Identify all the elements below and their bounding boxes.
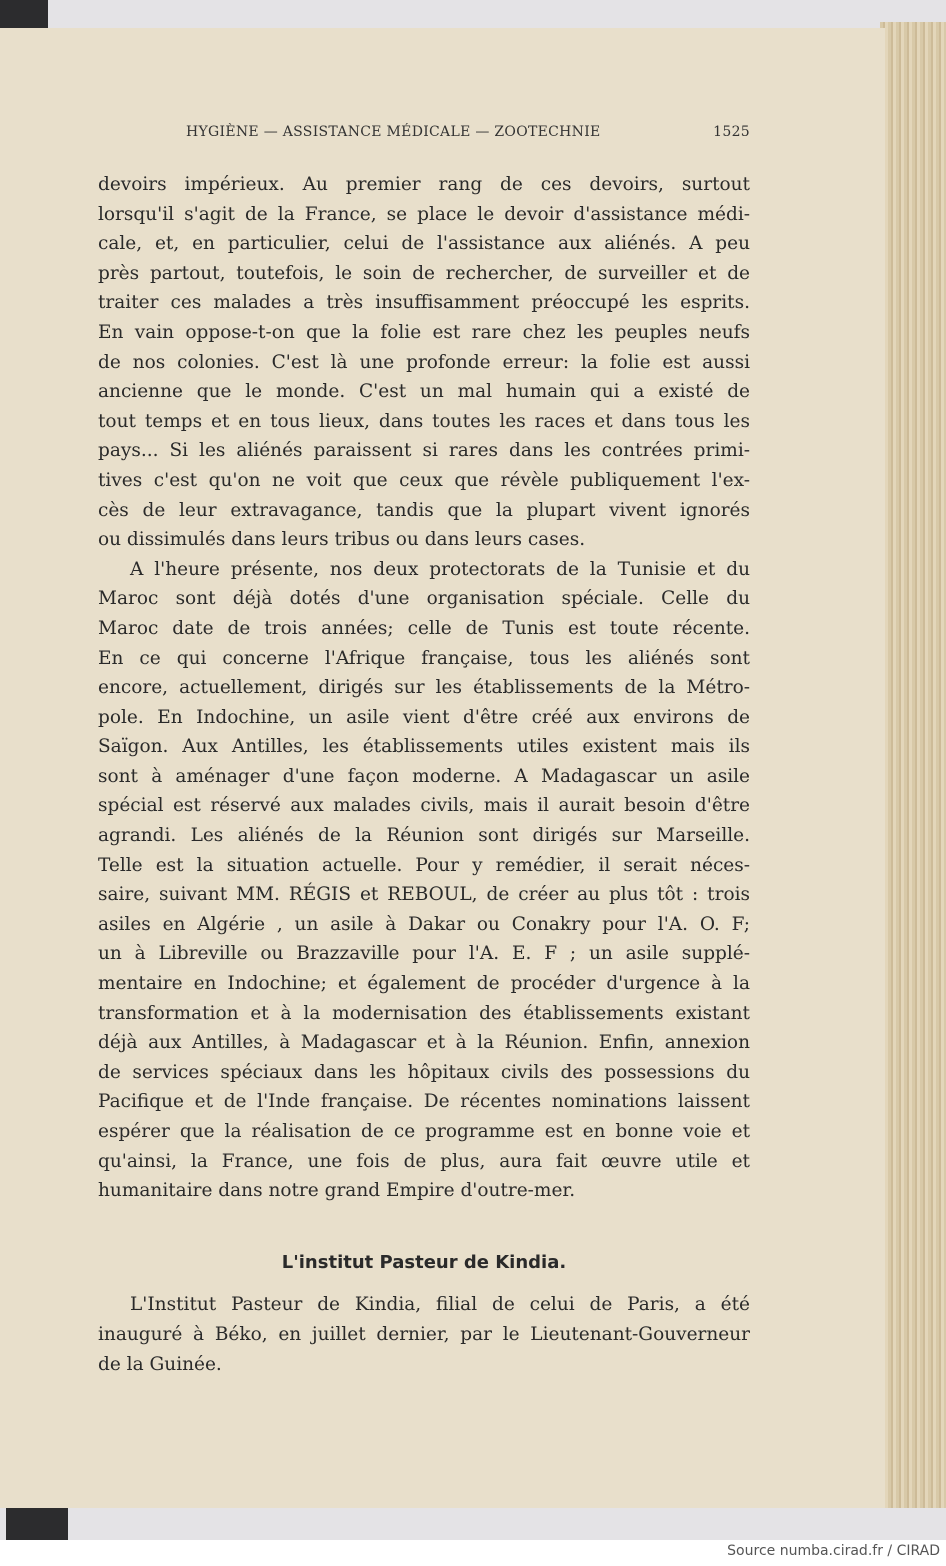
text-line: traiter ces malades a très insuffisamment préoccupé les esprits. bbox=[98, 292, 750, 314]
text-line: spécial est réservé aux malades civils, mais il aurait besoin d'être bbox=[98, 795, 750, 817]
text-line: devoirs impérieux. Au premier rang de ces devoirs, surtout bbox=[98, 174, 750, 195]
text-line: cès de leur extravagance, tandis que la plupart vivent ignorés bbox=[98, 499, 750, 521]
text-line: humanitaire dans notre grand Empire d'outre-mer. bbox=[98, 1180, 576, 1202]
scan-tab-top bbox=[0, 0, 48, 30]
text-line: un à Libreville ou Brazzaville pour l'A. E. F ; un asile supplé- bbox=[98, 943, 750, 965]
text-line: de nos colonies. C'est là une profonde erreur: la folie est aussi bbox=[98, 351, 750, 373]
text-line: En vain oppose-t-on que la folie est rare chez les peuples neufs bbox=[98, 321, 750, 343]
text-line: près partout, toutefois, le soin de rechercher, de surveiller et de bbox=[98, 262, 750, 284]
header-title: HYGIÈNE — ASSISTANCE MÉDICALE — ZOOTECHNIE bbox=[186, 124, 601, 140]
text-line: Maroc sont déjà dotés d'une organisation spéciale. Celle du bbox=[98, 588, 750, 610]
text-line: En ce qui concerne l'Afrique française, tous les aliénés sont bbox=[98, 647, 750, 669]
text-line: Pacifique et de l'Inde française. De récentes nominations laissent bbox=[98, 1091, 750, 1113]
text-line: transformation et à la modernisation des établissements existant bbox=[98, 1002, 750, 1024]
text-line: pole. En Indochine, un asile vient d'être créé aux environs de bbox=[98, 706, 750, 728]
text-line: qu'ainsi, la France, une fois de plus, aura fait œuvre utile et bbox=[98, 1150, 750, 1172]
text-line: Telle est la situation actuelle. Pour y remédier, il serait néces- bbox=[98, 854, 750, 876]
text-line: lorsqu'il s'agit de la France, se place le devoir d'assistance médi- bbox=[98, 203, 750, 225]
page-edges bbox=[880, 22, 946, 1508]
text-line: asiles en Algérie , un asile à Dakar ou Conakry pour l'A. O. F; bbox=[98, 913, 750, 935]
text-line: tives c'est qu'on ne voit que ceux que révèle publiquement l'ex- bbox=[98, 469, 750, 491]
running-header bbox=[186, 124, 750, 140]
page-number: 1525 bbox=[713, 124, 750, 140]
text-line: ancienne que le monde. C'est un mal humain qui a existé de bbox=[98, 381, 750, 403]
text-line: A l'heure présente, nos deux protectorats de la Tunisie et du bbox=[130, 558, 750, 580]
text-line: ou dissimulés dans leurs tribus ou dans leurs cases. bbox=[98, 529, 586, 551]
source-credit: Source numba.cirad.fr / CIRAD bbox=[727, 1543, 940, 1559]
text-line: espérer que la réalisation de ce programme est en bonne voie et bbox=[98, 1121, 750, 1142]
text-line: pays... Si les aliénés paraissent si rares dans les contrées primi- bbox=[98, 440, 750, 462]
text-line: Saïgon. Aux Antilles, les établissements utiles existent mais ils bbox=[98, 736, 750, 758]
text-line: inauguré à Béko, en juillet dernier, par le Lieutenant-Gouverneur bbox=[98, 1323, 750, 1345]
text-line: Maroc date de trois années; celle de Tunis est toute récente. bbox=[98, 617, 750, 639]
text-line: déjà aux Antilles, à Madagascar et à la Réunion. Enfin, annexion bbox=[98, 1032, 750, 1054]
text-line: L'Institut Pasteur de Kindia, filial de celui de Paris, a été bbox=[130, 1294, 750, 1316]
section-heading: L'institut Pasteur de Kindia. bbox=[281, 1251, 567, 1273]
text-line: de services spéciaux dans les hôpitaux civils des possessions du bbox=[98, 1061, 750, 1083]
text-line: agrandi. Les aliénés de la Réunion sont dirigés sur Marseille. bbox=[98, 825, 750, 847]
text-line: tout temps et en tous lieux, dans toutes les races et dans tous les bbox=[98, 410, 750, 432]
text-line: cale, et, en particulier, celui de l'assistance aux aliénés. A peu bbox=[98, 233, 750, 255]
scan-tab-bottom bbox=[6, 1508, 68, 1540]
text-line: sont à aménager d'une façon moderne. A Madagascar un asile bbox=[98, 765, 750, 787]
text-line: mentaire en Indochine; et également de procéder d'urgence à la bbox=[98, 973, 750, 995]
text-line: de la Guinée. bbox=[98, 1353, 222, 1375]
text-line: encore, actuellement, dirigés sur les établissements de la Métro- bbox=[98, 677, 750, 699]
page-body bbox=[98, 170, 750, 1379]
text-line: saire, suivant MM. RÉGIS et REBOUL, de créer au plus tôt : trois bbox=[98, 884, 750, 906]
